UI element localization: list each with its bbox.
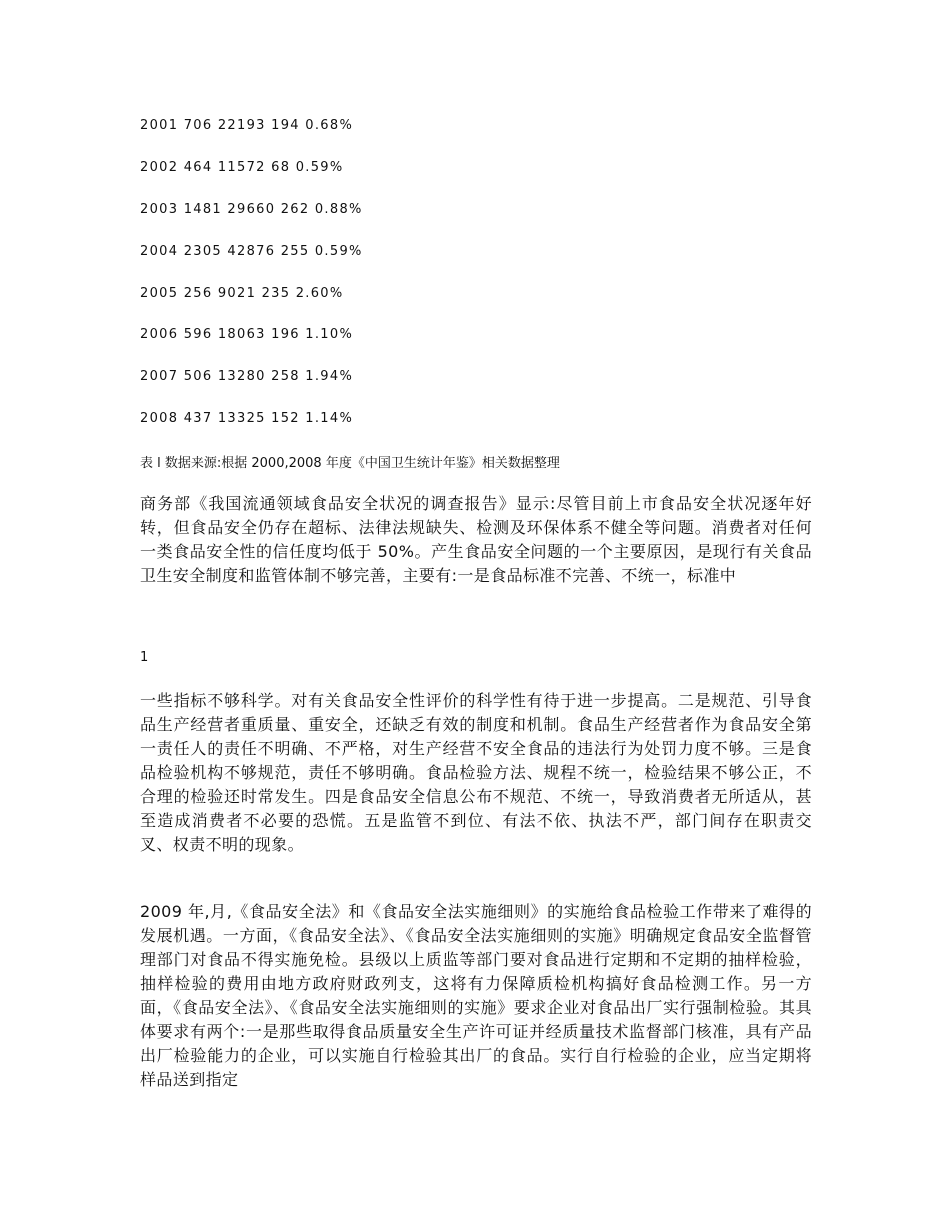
table-row: 2004 2305 42876 255 0.59% <box>140 244 363 259</box>
table-caption: 表 l 数据来源:根据 2000,2008 年度《中国卫生统计年鉴》相关数据整理 <box>140 456 560 471</box>
page-number: 1 <box>140 650 149 665</box>
paragraph: 商务部《我国流通领域食品安全状况的调查报告》显示:尽管目前上市食品安全状况逐年好转，但食品安全仍存在超标、法律法规缺失、检测及环保体系不健全等问题。消费者对任何一类食品安全性的信任度均低于 50%。产生食品安全问题的一个主要原因，是现行有关食品卫生安全制度和监管体制不够完善，主要有:一是食品标准不完善、不统一，标准中 <box>140 494 812 585</box>
table-row: 2005 256 9021 235 2.60% <box>140 286 344 301</box>
paragraph: 2009 年,月,《食品安全法》和《食品安全法实施细则》的实施给食品检验工作带来了难得的发展机遇。一方面，《食品安全法》、《食品安全法实施细则的实施》明确规定食品安全监督管理部门对食品不得实施免检。县级以上质监等部门要对食品进行定期和不定期的抽样检验，抽样检验的费用由地方政府财政列支，这将有力保障质检机构搞好食品检测工作。另一方面，《食品安全法》、《食品安全法实施细则的实施》要求企业对食品出厂实行强制检验。其具体要求有两个:一是那些取得食品质量安全生产许可证并经质量技术监督部门核准，具有产品出厂检验能力的企业，可以实施自行检验其出厂的食品。实行自行检验的企业，应当定期将样品送到指定 <box>140 902 812 1089</box>
table-row: 2008 437 13325 152 1.14% <box>140 411 354 426</box>
table-row: 2007 506 13280 258 1.94% <box>140 369 354 384</box>
table-row: 2001 706 22193 194 0.68% <box>140 118 354 133</box>
table-row: 2003 1481 29660 262 0.88% <box>140 202 363 217</box>
table-row: 2002 464 11572 68 0.59% <box>140 160 344 175</box>
paragraph: 一些指标不够科学。对有关食品安全性评价的科学性有待于进一步提高。二是规范、引导食品生产经营者重质量、重安全，还缺乏有效的制度和机制。食品生产经营者作为食品安全第一责任人的责任不明确、不严格，对生产经营不安全食品的违法行为处罚力度不够。三是食品检验机构不够规范，责任不够明确。食品检验方法、规程不统一，检验结果不够公正，不合理的检验还时常发生。四是食品安全信息公布不规范、不统一，导致消费者无所适从，甚至造成消费者不必要的恐慌。五是监管不到位、有法不依、执法不严，部门间存在职责交叉、权责不明的现象。 <box>140 691 812 854</box>
table-row: 2006 596 18063 196 1.10% <box>140 327 354 342</box>
